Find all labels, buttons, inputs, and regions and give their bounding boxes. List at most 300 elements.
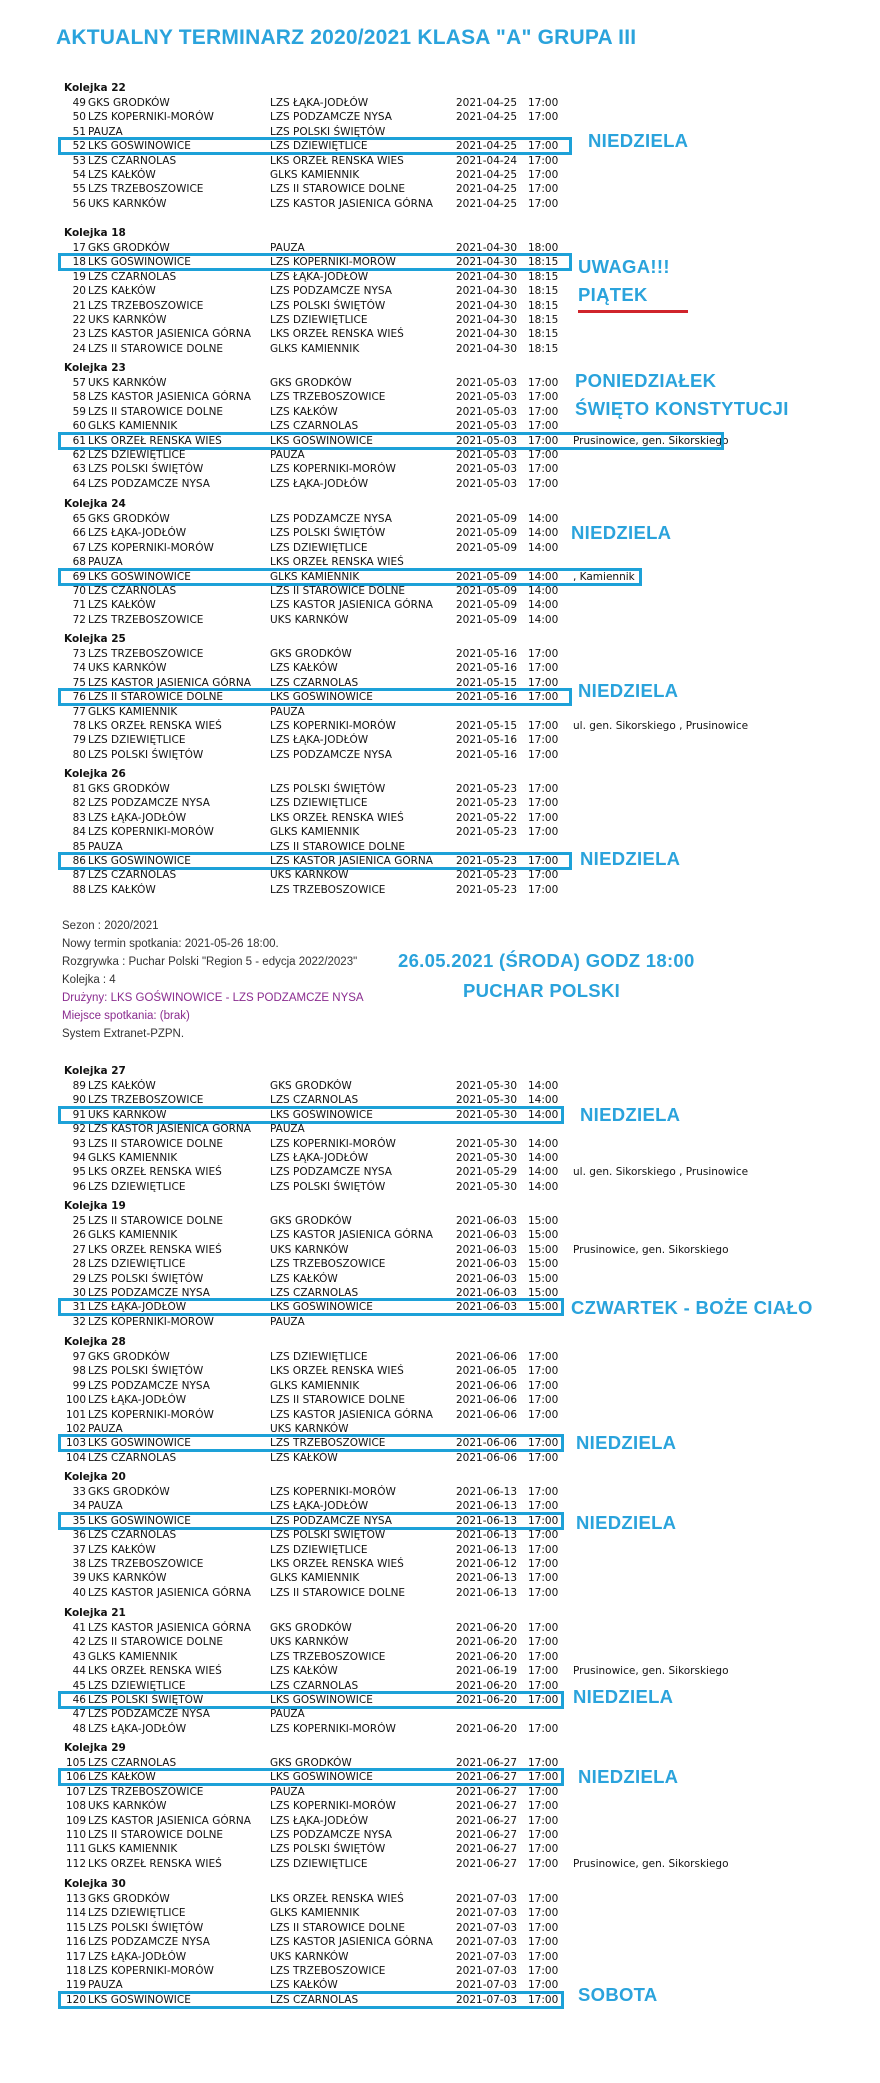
- match-row: [64, 1586, 824, 1600]
- match-row: [64, 1272, 824, 1286]
- away-team: LZS KOPERNIKI-MORÓW: [270, 720, 396, 732]
- home-team: LZS KASTOR JASIENICA GÓRNA: [88, 1123, 251, 1136]
- away-team: GLKS KAMIENNIK: [270, 1572, 360, 1585]
- home-team: UKS KARNKÓW: [88, 662, 167, 675]
- match-date: 2021-05-22: [456, 811, 518, 824]
- home-team: LZS KOPERNIKI-MORÓW: [88, 541, 214, 554]
- match-time: 17:00: [528, 748, 559, 761]
- match-number: 53: [72, 154, 86, 167]
- round-label: Kolejka 20: [64, 1471, 126, 1483]
- match-time: 17:00: [528, 883, 559, 896]
- match-number: 59: [72, 405, 86, 418]
- home-team: LZS KAŁKÓW: [88, 1543, 156, 1556]
- away-team: PAUZA: [270, 1785, 305, 1798]
- home-team: LKS ORZEŁ RENSKA WIEŚ: [88, 1857, 222, 1870]
- away-team: LKS ORZEŁ RENSKA WIEŚ: [270, 1558, 404, 1570]
- match-number: 78: [72, 720, 86, 732]
- away-team: LZS DZIEWIĘTLICE: [270, 797, 368, 810]
- home-team: GLKS KAMIENNIK: [88, 1843, 178, 1856]
- match-date: 2021-05-15: [456, 676, 518, 689]
- away-team: GLKS KAMIENNIK: [270, 169, 360, 181]
- match-date: 2021-05-03: [456, 463, 518, 476]
- round-heading: [64, 767, 624, 781]
- match-venue-note: , Kamiennik: [573, 570, 635, 583]
- match-row: [64, 448, 824, 462]
- match-date: 2021-06-06: [456, 1437, 518, 1450]
- match-date: 2021-05-03: [456, 391, 518, 404]
- match-number: 77: [72, 705, 86, 718]
- match-date: 2021-06-06: [456, 1379, 518, 1392]
- round-label: Kolejka 29: [64, 1742, 126, 1754]
- match-number: 88: [72, 883, 86, 896]
- match-number: 40: [72, 1586, 86, 1599]
- match-date: 2021-06-20: [456, 1694, 518, 1706]
- match-date: 2021-06-27: [456, 1771, 518, 1784]
- home-team: LZS ŁĄKA-JODŁÓW: [88, 811, 187, 824]
- highlight-box: [58, 253, 572, 271]
- match-row: [64, 796, 824, 810]
- match-number: 93: [72, 1137, 86, 1150]
- match-number: 100: [65, 1394, 86, 1407]
- home-team: LZS KAŁKÓW: [88, 1080, 156, 1092]
- match-time: 17:00: [528, 662, 559, 675]
- away-team: LZS DZIEWIĘTLICE: [270, 541, 368, 554]
- match-date: 2021-05-30: [456, 1137, 518, 1150]
- home-team: GLKS KAMIENNIK: [88, 1229, 178, 1242]
- home-team: LKS GOŚWINOWICE: [88, 1993, 191, 2006]
- highlight-box: [58, 1991, 564, 2009]
- match-number: 25: [72, 1215, 86, 1227]
- match-number: 18: [72, 256, 86, 269]
- match-time: 17:00: [528, 391, 559, 404]
- round-heading: [64, 632, 624, 646]
- home-team: LZS KAŁKÓW: [88, 599, 156, 612]
- match-number: 65: [72, 513, 86, 525]
- match-number: 109: [65, 1814, 86, 1827]
- match-date: 2021-04-30: [456, 299, 518, 312]
- match-row: [64, 1137, 824, 1151]
- round-label: Kolejka 18: [64, 227, 126, 239]
- match-date: 2021-06-27: [456, 1829, 518, 1841]
- home-team: LZS KASTOR JASIENICA GÓRNA: [88, 676, 251, 689]
- note-uwaga: UWAGA!!!: [578, 256, 670, 277]
- match-date: 2021-06-20: [456, 1636, 518, 1649]
- away-team: LZS TRZEBOSZOWICE: [270, 1650, 386, 1663]
- match-time: 17:00: [528, 183, 559, 196]
- match-date: 2021-05-23: [456, 855, 518, 867]
- match-time: 17:00: [528, 1800, 559, 1813]
- home-team: GLKS KAMIENNIK: [88, 1650, 178, 1663]
- away-team: LZS KAŁKÓW: [270, 1272, 338, 1285]
- match-date: 2021-06-27: [456, 1814, 518, 1827]
- home-team: UKS KARNKÓW: [88, 197, 167, 210]
- match-row: [64, 1122, 824, 1136]
- match-number: 47: [72, 1708, 86, 1721]
- match-date: 2021-04-30: [456, 270, 518, 283]
- match-row: [64, 584, 824, 598]
- away-team: LZS KAŁKÓW: [270, 1979, 338, 1992]
- match-date: 2021-06-03: [456, 1215, 518, 1227]
- match-row: [64, 1814, 824, 1828]
- away-team: LZS KAŁKÓW: [270, 405, 338, 418]
- note-niedziela-5: NIEDZIELA: [580, 1104, 681, 1125]
- highlight-box: [58, 1512, 564, 1530]
- match-date: 2021-04-30: [456, 256, 518, 269]
- match-row: [64, 1079, 824, 1093]
- home-team: LZS DZIEWIĘTLICE: [88, 734, 186, 747]
- match-number: 87: [72, 869, 86, 882]
- away-team: LZS II STAROWICE DOLNE: [270, 1921, 406, 1934]
- home-team: LZS CZARNOLAS: [88, 270, 177, 283]
- round-label: Kolejka 27: [64, 1065, 126, 1077]
- away-team: PAUZA: [270, 242, 305, 254]
- away-team: GKS GRODKÓW: [270, 1215, 352, 1227]
- match-number: 33: [72, 1486, 86, 1498]
- match-date: 2021-06-03: [456, 1287, 518, 1299]
- match-number: 120: [65, 1993, 86, 2006]
- away-team: LZS PODZAMCZE NYSA: [270, 285, 392, 298]
- match-time: 17:00: [528, 111, 559, 124]
- match-time: 17:00: [528, 1757, 559, 1769]
- away-team: LZS CZARNOLAS: [270, 1094, 359, 1107]
- home-team: LZS CZARNOLAS: [88, 1529, 177, 1542]
- match-number: 98: [72, 1365, 86, 1378]
- home-team: LZS POLSKI ŚWIĘTÓW: [88, 1365, 204, 1378]
- home-team: GKS GRODKÓW: [88, 97, 170, 109]
- round-label: Kolejka 26: [64, 768, 126, 780]
- away-team: LKS GOŚWINOWICE: [270, 1301, 373, 1314]
- match-time: 18:15: [528, 256, 559, 269]
- match-date: 2021-06-06: [456, 1351, 518, 1363]
- match-date: 2021-05-03: [456, 434, 518, 447]
- match-time: 17:00: [528, 154, 559, 167]
- match-number: 51: [72, 125, 86, 138]
- match-row: [64, 1935, 824, 1949]
- away-team: GKS GRODKÓW: [270, 1622, 352, 1634]
- home-team: LZS KAŁKÓW: [88, 285, 156, 298]
- match-number: 32: [72, 1315, 86, 1328]
- match-date: 2021-05-16: [456, 748, 518, 761]
- match-time: 17:00: [528, 1365, 559, 1378]
- match-date: 2021-06-27: [456, 1857, 518, 1870]
- match-date: 2021-05-09: [456, 613, 518, 626]
- match-row: [64, 1950, 824, 1964]
- match-number: 50: [72, 111, 86, 124]
- home-team: LZS KASTOR JASIENICA GÓRNA: [88, 1622, 251, 1634]
- away-team: LZS ŁĄKA-JODŁÓW: [270, 734, 369, 747]
- home-team: LZS POLSKI ŚWIĘTÓW: [88, 463, 204, 476]
- match-row: [64, 1906, 824, 1920]
- match-date: 2021-06-06: [456, 1408, 518, 1421]
- match-number: 102: [65, 1423, 86, 1435]
- match-time: 14:00: [528, 613, 559, 626]
- match-row: [64, 613, 824, 627]
- highlight-box: [58, 137, 572, 155]
- away-team: LKS GOŚWINOWICE: [270, 434, 373, 447]
- match-time: 17:00: [528, 797, 559, 810]
- away-team: LZS DZIEWIĘTLICE: [270, 1857, 368, 1870]
- match-number: 27: [72, 1243, 86, 1256]
- match-row: [64, 526, 824, 540]
- match-date: 2021-05-30: [456, 1152, 518, 1164]
- match-time: 17:00: [528, 1514, 559, 1527]
- match-date: 2021-04-25: [456, 197, 518, 210]
- home-team: LZS CZARNOLAS: [88, 154, 177, 167]
- note-niedziela-1: NIEDZIELA: [588, 130, 689, 151]
- match-row: [64, 1180, 824, 1194]
- match-time: 17:00: [528, 1394, 559, 1407]
- match-date: 2021-06-20: [456, 1679, 518, 1692]
- home-team: PAUZA: [88, 125, 123, 138]
- round-heading: [64, 497, 624, 511]
- highlight-box: [58, 1691, 564, 1709]
- away-team: LZS KASTOR JASIENICA GÓRNA: [270, 197, 433, 210]
- match-number: 39: [72, 1572, 86, 1585]
- home-team: LZS KOPERNIKI-MORÓW: [88, 1965, 214, 1977]
- match-time: 17:00: [528, 1451, 559, 1464]
- away-team: LZS PODZAMCZE NYSA: [270, 111, 392, 124]
- match-time: 18:15: [528, 342, 559, 355]
- match-number: 17: [72, 242, 86, 254]
- note-piatek: PIĄTEK: [578, 284, 648, 305]
- match-row: [64, 512, 824, 526]
- match-date: 2021-07-03: [456, 1893, 518, 1905]
- match-row: [64, 299, 824, 313]
- match-time: 14:00: [528, 513, 559, 525]
- away-team: LZS POLSKI ŚWIĘTÓW: [270, 527, 386, 540]
- home-team: LZS KASTOR JASIENICA GÓRNA: [88, 328, 251, 341]
- match-date: 2021-06-20: [456, 1622, 518, 1634]
- match-row: [64, 647, 824, 661]
- match-number: 68: [72, 556, 86, 569]
- home-team: UKS KARNKÓW: [88, 1108, 167, 1121]
- match-number: 117: [65, 1950, 86, 1963]
- match-time: 17:00: [528, 1486, 559, 1498]
- away-team: LZS KASTOR JASIENICA GÓRNA: [270, 1936, 433, 1949]
- match-number: 73: [72, 648, 86, 660]
- match-date: 2021-05-16: [456, 648, 518, 660]
- home-team: PAUZA: [88, 1500, 123, 1513]
- away-team: LZS TRZEBOSZOWICE: [270, 883, 386, 896]
- home-team: LZS KASTOR JASIENICA GÓRNA: [88, 1814, 251, 1827]
- note-niedziela-2: NIEDZIELA: [571, 522, 672, 543]
- home-team: LZS CZARNOLAS: [88, 1451, 177, 1464]
- match-time: 17:00: [528, 1893, 559, 1905]
- match-number: 91: [72, 1108, 86, 1121]
- match-date: 2021-05-23: [456, 783, 518, 795]
- home-team: UKS KARNKÓW: [88, 377, 167, 389]
- match-date: 2021-06-27: [456, 1800, 518, 1813]
- away-team: LKS GOŚWINOWICE: [270, 1108, 373, 1121]
- home-team: LZS DZIEWIĘTLICE: [88, 1180, 186, 1193]
- match-row: [64, 1257, 824, 1271]
- match-date: 2021-05-23: [456, 883, 518, 896]
- match-row: [64, 1364, 824, 1378]
- match-number: 54: [72, 169, 86, 181]
- match-time: 17:00: [528, 811, 559, 824]
- home-team: LKS GOŚWINOWICE: [88, 256, 191, 269]
- match-time: 17:00: [528, 449, 559, 461]
- round-label: Kolejka 30: [64, 1878, 126, 1890]
- note-niedziela-8: NIEDZIELA: [573, 1686, 674, 1707]
- match-row: [64, 598, 824, 612]
- away-team: LZS KASTOR JASIENICA GÓRNA: [270, 1229, 433, 1242]
- match-time: 17:00: [528, 783, 559, 795]
- match-date: 2021-05-09: [456, 570, 518, 583]
- home-team: LZS TRZEBOSZOWICE: [88, 1558, 204, 1570]
- match-row: [64, 733, 824, 747]
- home-team: LKS GOŚWINOWICE: [88, 140, 191, 153]
- home-team: GLKS KAMIENNIK: [88, 1152, 178, 1164]
- round-label: Kolejka 28: [64, 1336, 126, 1348]
- match-date: 2021-05-30: [456, 1108, 518, 1121]
- match-time: 17:00: [528, 1785, 559, 1798]
- home-team: LZS KOPERNIKI-MORÓW: [88, 111, 214, 124]
- home-team: LZS PODZAMCZE NYSA: [88, 1936, 210, 1949]
- match-row: [64, 477, 824, 491]
- highlight-box: [58, 688, 572, 706]
- round-label: Kolejka 25: [64, 633, 126, 645]
- round-heading: [64, 1335, 624, 1349]
- match-number: 45: [72, 1679, 86, 1692]
- match-date: 2021-06-06: [456, 1394, 518, 1407]
- match-number: 24: [72, 342, 86, 355]
- away-team: LKS GOŚWINOWICE: [270, 691, 373, 704]
- away-team: PAUZA: [270, 449, 305, 461]
- away-team: LZS ŁĄKA-JODŁÓW: [270, 1500, 369, 1513]
- match-time: 15:00: [528, 1287, 559, 1299]
- match-number: 19: [72, 270, 86, 283]
- home-team: LZS CZARNOLAS: [88, 869, 177, 882]
- match-row: [64, 327, 824, 341]
- match-number: 49: [72, 97, 86, 109]
- match-number: 80: [72, 748, 86, 761]
- match-row: [64, 1528, 824, 1542]
- note-niedziela-7: NIEDZIELA: [576, 1512, 677, 1533]
- match-time: 15:00: [528, 1229, 559, 1242]
- away-team: LZS PODZAMCZE NYSA: [270, 1829, 392, 1841]
- match-time: 17:00: [528, 377, 559, 389]
- away-team: LKS GOŚWINOWICE: [270, 1694, 373, 1706]
- match-number: 75: [72, 676, 86, 689]
- match-number: 94: [72, 1152, 86, 1164]
- match-number: 110: [65, 1829, 86, 1841]
- match-date: 2021-07-03: [456, 1907, 518, 1920]
- match-number: 46: [72, 1694, 86, 1706]
- match-time: 17:00: [528, 1950, 559, 1963]
- match-date: 2021-05-23: [456, 869, 518, 882]
- home-team: LZS KASTOR JASIENICA GÓRNA: [88, 1586, 251, 1599]
- away-team: LZS TRZEBOSZOWICE: [270, 1437, 386, 1450]
- home-team: LZS DZIEWIĘTLICE: [88, 449, 186, 461]
- home-team: LZS POLSKI ŚWIĘTÓW: [88, 1272, 204, 1285]
- away-team: LKS ORZEŁ RENSKA WIEŚ: [270, 811, 404, 824]
- match-time: 17:00: [528, 97, 559, 109]
- match-time: 17:00: [528, 1857, 559, 1870]
- away-team: LZS CZARNOLAS: [270, 1993, 359, 2006]
- match-time: 17:00: [528, 1543, 559, 1556]
- match-date: 2021-07-03: [456, 1921, 518, 1934]
- match-row: [64, 462, 824, 476]
- match-date: 2021-06-03: [456, 1243, 518, 1256]
- match-time: 14:00: [528, 1166, 559, 1179]
- match-date: 2021-06-03: [456, 1272, 518, 1285]
- match-row: [64, 1650, 824, 1664]
- home-team: LZS PODZAMCZE NYSA: [88, 1708, 210, 1721]
- match-time: 17:00: [528, 1408, 559, 1421]
- match-time: 17:00: [528, 1907, 559, 1920]
- match-time: 17:00: [528, 1921, 559, 1934]
- match-time: 14:00: [528, 527, 559, 540]
- away-team: LZS DZIEWIĘTLICE: [270, 1543, 368, 1556]
- match-time: 14:00: [528, 1137, 559, 1150]
- home-team: LZS TRZEBOSZOWICE: [88, 1785, 204, 1798]
- round-heading: [64, 1877, 624, 1891]
- round-heading: [64, 1741, 624, 1755]
- match-number: 44: [72, 1665, 86, 1678]
- home-team: LZS CZARNOLAS: [88, 1757, 177, 1769]
- match-time: 18:00: [528, 242, 559, 254]
- match-row: [64, 270, 824, 284]
- match-row: [64, 1243, 824, 1257]
- match-number: 72: [72, 613, 86, 626]
- away-team: LZS KASTOR JASIENICA GÓRNA: [270, 855, 433, 867]
- match-row: [64, 154, 824, 168]
- match-date: 2021-06-20: [456, 1650, 518, 1663]
- away-team: LZS ŁĄKA-JODŁÓW: [270, 1152, 369, 1164]
- match-date: 2021-06-13: [456, 1572, 518, 1585]
- match-date: 2021-04-30: [456, 342, 518, 355]
- match-row: [64, 1921, 824, 1935]
- home-team: PAUZA: [88, 1979, 123, 1992]
- match-number: 60: [72, 420, 86, 433]
- away-team: LZS DZIEWIĘTLICE: [270, 1351, 368, 1363]
- home-team: LZS II STAROWICE DOLNE: [88, 1137, 224, 1150]
- match-date: 2021-06-13: [456, 1500, 518, 1513]
- match-time: 17:00: [528, 434, 559, 447]
- away-team: GKS GRODKÓW: [270, 1757, 352, 1769]
- home-team: LZS POLSKI ŚWIĘTÓW: [88, 1921, 204, 1934]
- match-number: 28: [72, 1258, 86, 1271]
- match-date: 2021-06-13: [456, 1543, 518, 1556]
- note-cup-name: PUCHAR POLSKI: [463, 980, 621, 1001]
- match-row: [64, 96, 824, 110]
- home-team: LKS ORZEŁ RENSKA WIEŚ: [88, 1166, 222, 1179]
- match-date: 2021-04-30: [456, 328, 518, 341]
- match-row: [64, 1543, 824, 1557]
- home-team: LZS POLSKI ŚWIĘTÓW: [88, 1694, 204, 1706]
- match-date: 2021-04-25: [456, 140, 518, 153]
- away-team: LZS II STAROWICE DOLNE: [270, 585, 406, 597]
- home-team: PAUZA: [88, 1423, 123, 1435]
- away-team: LZS POLSKI ŚWIĘTÓW: [270, 125, 386, 138]
- highlight-box: [58, 1106, 564, 1124]
- match-date: 2021-05-09: [456, 527, 518, 540]
- away-team: LZS II STAROWICE DOLNE: [270, 1394, 406, 1407]
- home-team: LZS DZIEWIĘTLICE: [88, 1907, 186, 1920]
- away-team: UKS KARNKÓW: [270, 1423, 349, 1435]
- match-date: 2021-04-25: [456, 169, 518, 181]
- match-row: [64, 1214, 824, 1228]
- match-row: [64, 1621, 824, 1635]
- match-number: 96: [72, 1180, 86, 1193]
- match-time: 14:00: [528, 599, 559, 612]
- note-swieto: ŚWIĘTO KONSTYTUCJI: [575, 398, 789, 419]
- away-team: LKS ORZEŁ RENSKA WIEŚ: [270, 556, 404, 569]
- match-number: 67: [72, 541, 86, 554]
- extranet-competition: Rozgrywka : Puchar Polski "Region 5 - edycja 2022/2023": [62, 956, 358, 968]
- match-date: 2021-06-05: [456, 1365, 518, 1378]
